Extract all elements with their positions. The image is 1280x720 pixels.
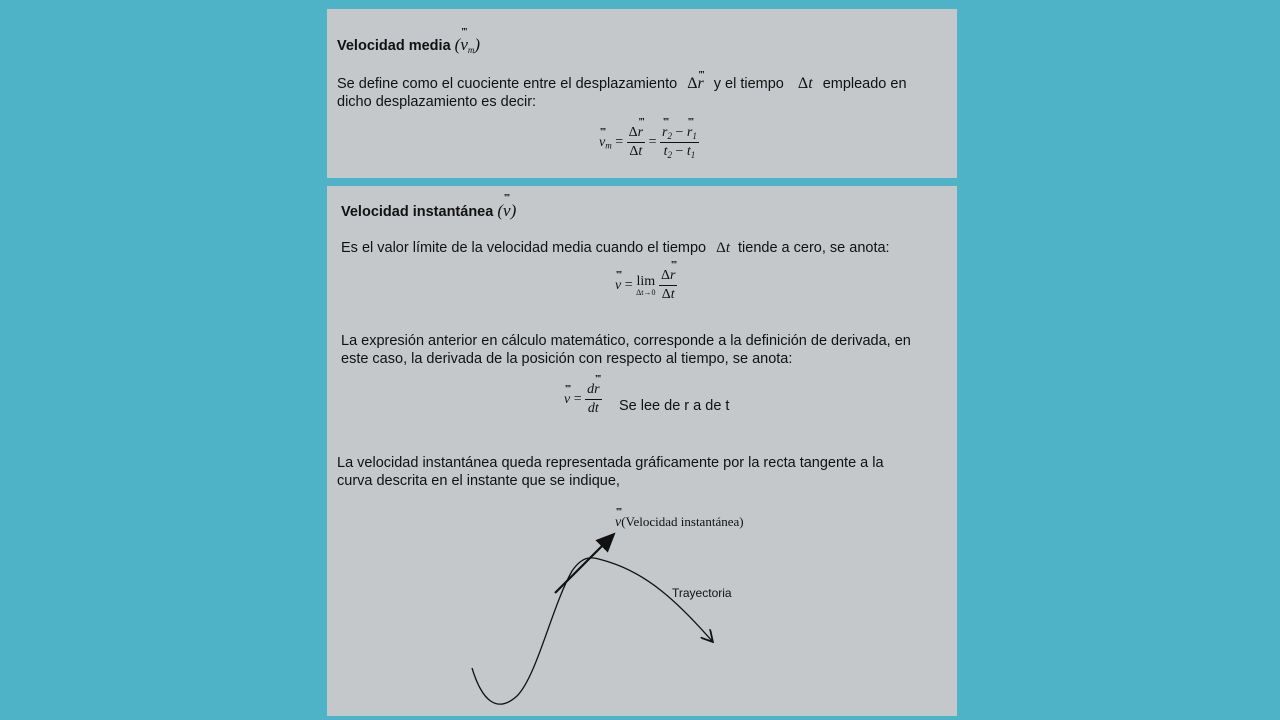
derivative-formula: ‴ v = $\frac{d‴ r}{dt}$ [564,382,602,417]
graph-line-2: curva descrita en el instante que se indique, [337,473,620,489]
graph-line-1: La velocidad instantánea queda representada gráficamente por la recta tangente a la [337,455,884,471]
v-symbol: (‴ v) [497,201,516,220]
derivative-line-2: este caso, la derivada de la posición con respecto al tiempo, se anota: [341,351,793,367]
delta-r-symbol: Δ‴ r [687,75,704,92]
trajectory-label: Trayectoria [672,586,732,600]
delta-t-symbol: Δt [797,75,813,92]
limit-formula: ‴ v = lim Δt→0 $\frac{\Delta‴ r}{\Delta t}$ [615,268,677,303]
definition-line-2: dicho desplazamiento es decir: [337,94,537,110]
delta-t-symbol: Δt [716,240,730,256]
definition-line-1: Se define como el cuociente entre el desplazamiento Δ‴ r y el tiempo Δt empleado en [337,75,907,93]
velocity-tangent-arrow [555,534,614,593]
velocity-label: ‴ v(Velocidad instantánea) [615,514,744,531]
velocidad-media-panel [327,9,957,178]
velocidad-media-heading: Velocidad media (‴ $v_m$) [337,35,480,55]
limit-intro: Es el valor límite de la velocidad media cuando el tiempo Δt tiende a cero, se anota: [341,240,890,256]
vm-symbol: (‴ $v_m$) [455,35,480,54]
velocidad-instantanea-heading: Velocidad instantánea (‴ v) [341,201,516,221]
trajectory-curve [472,558,712,704]
velocidad-instantanea-panel [327,186,957,716]
velocidad-media-formula: ‴ $v_m$ = $\frac{\Delta‴ r}{\Delta t}$ = ‴ $\frac{r_2 - ‴ r_1}{t_2 - t_1}$ [599,125,699,160]
derivative-line-1: La expresión anterior en cálculo matemático, corresponde a la definición de derivada, en [341,333,911,349]
reads-as-text: Se lee de r a de t [619,398,730,414]
trajectory-figure [327,186,957,716]
